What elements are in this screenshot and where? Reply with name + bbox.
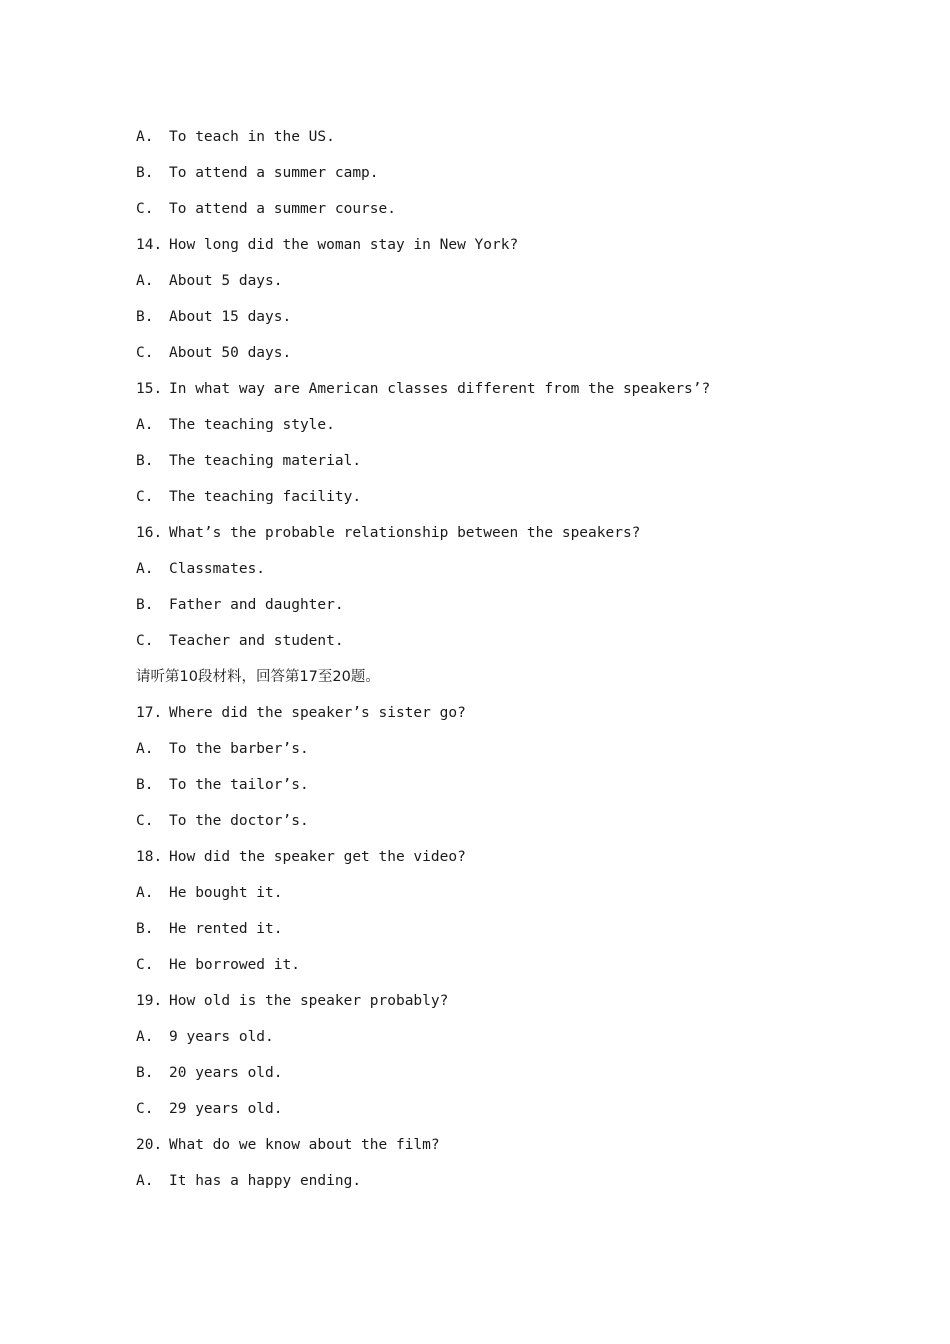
option-text: 20 years old. (169, 1065, 283, 1081)
option-letter: B. (136, 453, 154, 469)
option-text: To teach in the US. (169, 129, 335, 145)
option-line (136, 448, 856, 484)
option-letter: C. (136, 489, 154, 505)
option-text: About 5 days. (169, 273, 283, 289)
option-line (136, 1168, 856, 1204)
option-letter: A. (136, 417, 154, 433)
option-line (136, 880, 856, 916)
section-instruction: 请听第10段材料，回答第17至20题。 (136, 669, 380, 685)
question-line (136, 988, 856, 1024)
option-letter: C. (136, 345, 154, 361)
option-letter: B. (136, 921, 154, 937)
question-line (136, 376, 856, 412)
option-line (136, 592, 856, 628)
option-letter: A. (136, 741, 154, 757)
question-line (136, 844, 856, 880)
option-line (136, 772, 856, 808)
option-line (136, 160, 856, 196)
question-text: In what way are American classes different from the speakers’? (169, 381, 711, 397)
option-letter: B. (136, 165, 154, 181)
option-line (136, 268, 856, 304)
option-text: He rented it. (169, 921, 283, 937)
option-letter: A. (136, 1173, 154, 1189)
option-line (136, 808, 856, 844)
option-letter: B. (136, 309, 154, 325)
option-letter: B. (136, 597, 154, 613)
option-letter: A. (136, 885, 154, 901)
option-text: To attend a summer camp. (169, 165, 379, 181)
option-text: To the barber’s. (169, 741, 309, 757)
option-letter: B. (136, 1065, 154, 1081)
option-line (136, 1060, 856, 1096)
option-line (136, 304, 856, 340)
question-line (136, 520, 856, 556)
question-number: 14. (136, 237, 163, 253)
document-page (136, 124, 856, 1204)
option-letter: C. (136, 957, 154, 973)
option-text: Classmates. (169, 561, 266, 577)
question-number: 17. (136, 705, 163, 721)
question-number: 15. (136, 381, 163, 397)
option-letter: A. (136, 561, 154, 577)
option-letter: C. (136, 813, 154, 829)
option-letter: A. (136, 273, 154, 289)
option-letter: B. (136, 777, 154, 793)
option-line (136, 124, 856, 160)
question-line (136, 700, 856, 736)
option-line (136, 952, 856, 988)
option-text: The teaching facility. (169, 489, 362, 505)
question-text: What’s the probable relationship between the speakers? (169, 525, 641, 541)
option-letter: A. (136, 1029, 154, 1045)
question-number: 19. (136, 993, 163, 1009)
option-text: Teacher and student. (169, 633, 344, 649)
option-line (136, 412, 856, 448)
option-line (136, 484, 856, 520)
option-line (136, 1024, 856, 1060)
option-text: About 15 days. (169, 309, 292, 325)
question-text: How long did the woman stay in New York? (169, 237, 519, 253)
question-text: Where did the speaker’s sister go? (169, 705, 466, 721)
option-line (136, 196, 856, 232)
option-text: Father and daughter. (169, 597, 344, 613)
question-text: How old is the speaker probably? (169, 993, 449, 1009)
option-letter: C. (136, 633, 154, 649)
question-text: What do we know about the film? (169, 1137, 440, 1153)
option-line (136, 556, 856, 592)
option-line (136, 1096, 856, 1132)
option-line (136, 916, 856, 952)
question-number: 18. (136, 849, 163, 865)
option-line (136, 340, 856, 376)
option-text: 29 years old. (169, 1101, 283, 1117)
question-text: How did the speaker get the video? (169, 849, 466, 865)
question-number: 20. (136, 1137, 163, 1153)
option-letter: C. (136, 1101, 154, 1117)
question-line (136, 232, 856, 268)
option-text: To attend a summer course. (169, 201, 396, 217)
option-letter: C. (136, 201, 154, 217)
question-number: 16. (136, 525, 163, 541)
option-letter: A. (136, 129, 154, 145)
option-text: He bought it. (169, 885, 283, 901)
option-text: To the tailor’s. (169, 777, 309, 793)
option-text: About 50 days. (169, 345, 292, 361)
option-text: The teaching style. (169, 417, 335, 433)
option-text: To the doctor’s. (169, 813, 309, 829)
option-line (136, 736, 856, 772)
option-line (136, 628, 856, 664)
option-text: 9 years old. (169, 1029, 274, 1045)
option-text: He borrowed it. (169, 957, 300, 973)
option-text: The teaching material. (169, 453, 362, 469)
option-text: It has a happy ending. (169, 1173, 362, 1189)
question-line (136, 1132, 856, 1168)
